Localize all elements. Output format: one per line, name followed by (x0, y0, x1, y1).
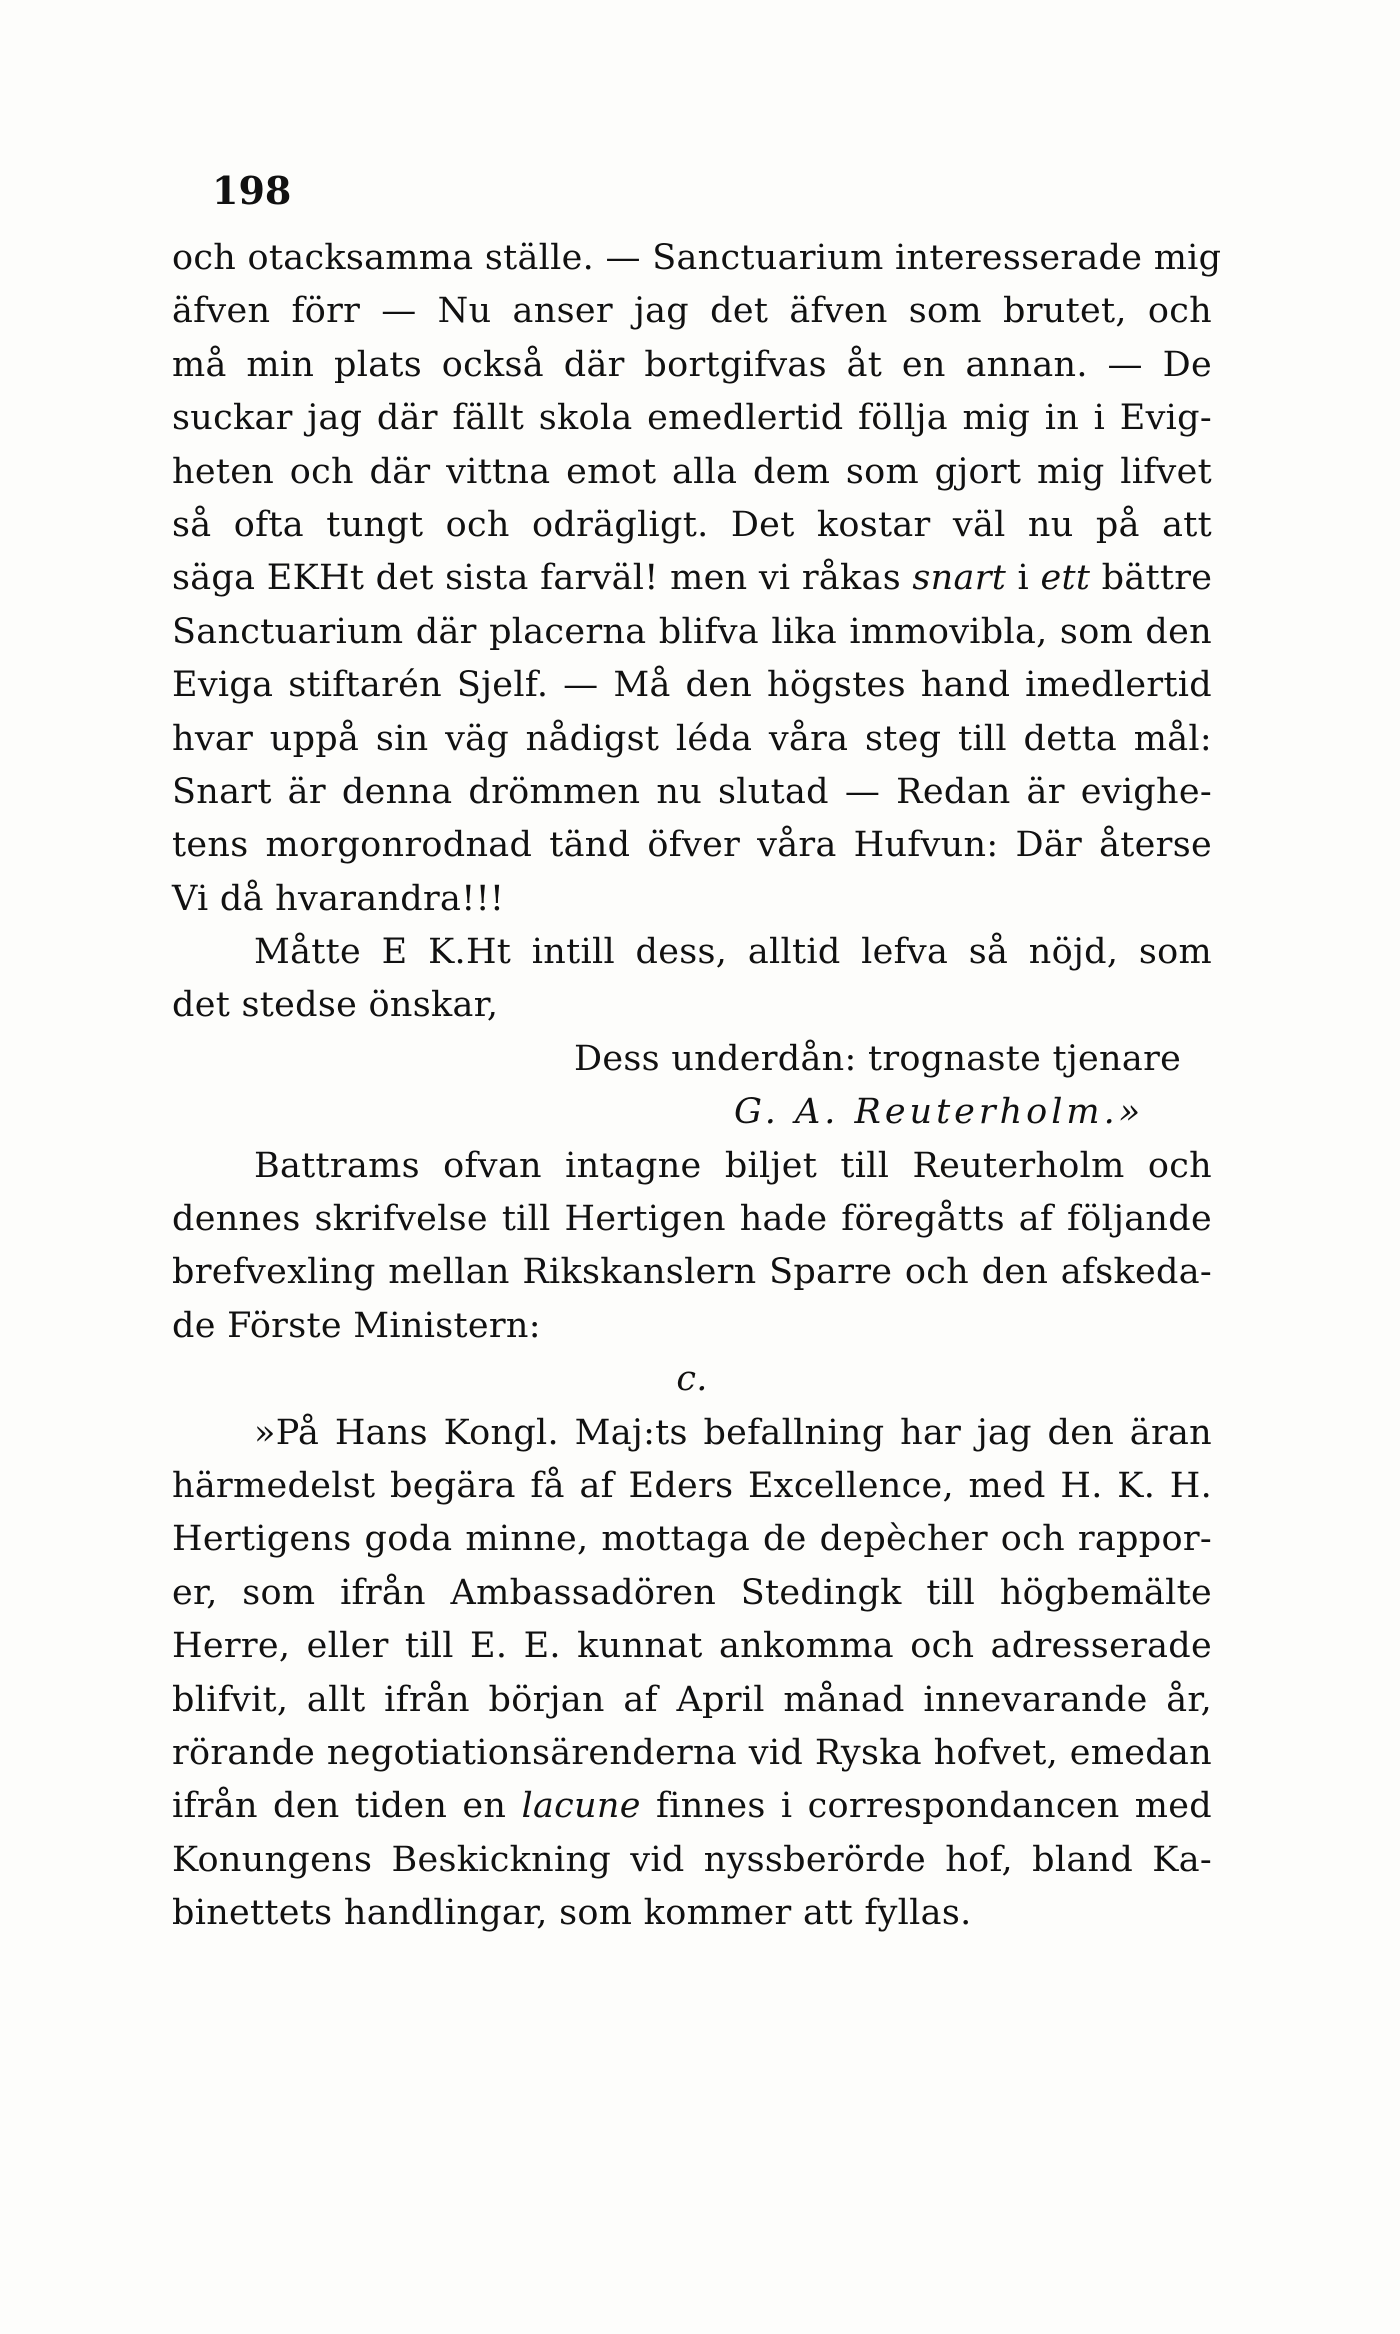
text-line: säga EKHt det sista farväl! men vi råkas snart i ett bättre (172, 558, 1213, 599)
text-line: må min plats också där bortgifvas åt en annan. — De (172, 344, 1212, 385)
text-line: Sanctuarium där placerna blifva lika immovibla, som den (172, 611, 1212, 652)
page-number: 198 (212, 168, 292, 213)
italic-word: snart (912, 558, 1007, 599)
text-line: blifvit, allt ifrån början af April månad innevarande år, (172, 1679, 1212, 1720)
signature-name: G. A. Reuterholm.» (734, 1092, 1145, 1133)
body-text (172, 232, 1222, 1941)
text-line: »På Hans Kongl. Maj:ts befallning har jag den äran (254, 1412, 1212, 1453)
text-line: Eviga stiftarén Sjelf. — Må den högstes hand imedlertid (172, 665, 1212, 706)
text-line: Battrams ofvan intagne biljet till Reuterholm och (254, 1145, 1212, 1186)
text-line: härmedelst begära få af Eders Excellence, med H. K. H. (172, 1465, 1212, 1506)
text-line: binettets handlingar, som kommer att fyllas. (172, 1893, 972, 1934)
text-line: och otacksamma ställe. — Sanctuarium interesserade mig (172, 238, 1222, 278)
italic-word: lacune (521, 1786, 641, 1827)
text-line: så ofta tungt och odrägligt. Det kostar väl nu på att (172, 504, 1212, 545)
text-line: äfven förr — Nu anser jag det äfven som brutet, och (172, 291, 1212, 332)
text-line: tens morgonrodnad tänd öfver våra Hufvun: Där återse (172, 825, 1212, 866)
text-line: Snart är denna drömmen nu slutad — Redan är evighe- (172, 771, 1212, 812)
text-line: ifrån den tiden en lacune finnes i correspondancen med (172, 1786, 1213, 1827)
text-line: Hertigens goda minne, mottaga de depècher och rappor- (172, 1519, 1212, 1560)
text-line: hvar uppå sin väg nådigst léda våra steg till detta mål: (172, 718, 1212, 759)
text-line: de Förste Ministern: (172, 1305, 541, 1346)
text-line: brefvexling mellan Rikskanslern Sparre och den afskeda- (172, 1252, 1212, 1293)
text-line: Vi då hvarandra!!! (172, 878, 505, 919)
text-line: er, som ifrån Ambassadören Stedingk till högbemälte (172, 1572, 1212, 1613)
text-line: rörande negotiationsärenderna vid Ryska hofvet, emedan (172, 1732, 1212, 1773)
text-line: dennes skrifvelse till Hertigen hade föregåtts af följande (172, 1199, 1212, 1240)
text-line: det stedse önskar, (172, 985, 499, 1026)
text-line: Konungens Beskickning vid nyssberörde hof, bland Ka- (172, 1839, 1212, 1880)
text-line: Herre, eller till E. E. kunnat ankomma och adresserade (172, 1626, 1212, 1667)
italic-word: ett (1040, 558, 1091, 599)
closing-salutation: Dess underdån: trognaste tjenare (574, 1038, 1182, 1079)
text-line: Måtte E K.Ht intill dess, alltid lefva så nöjd, som (254, 932, 1212, 973)
section-letter: c. (676, 1359, 708, 1400)
text-line: heten och där vittna emot alla dem som gjort mig lifvet (172, 451, 1212, 492)
text-line: suckar jag där fällt skola emedlertid föllja mig in i Evig- (172, 398, 1212, 439)
